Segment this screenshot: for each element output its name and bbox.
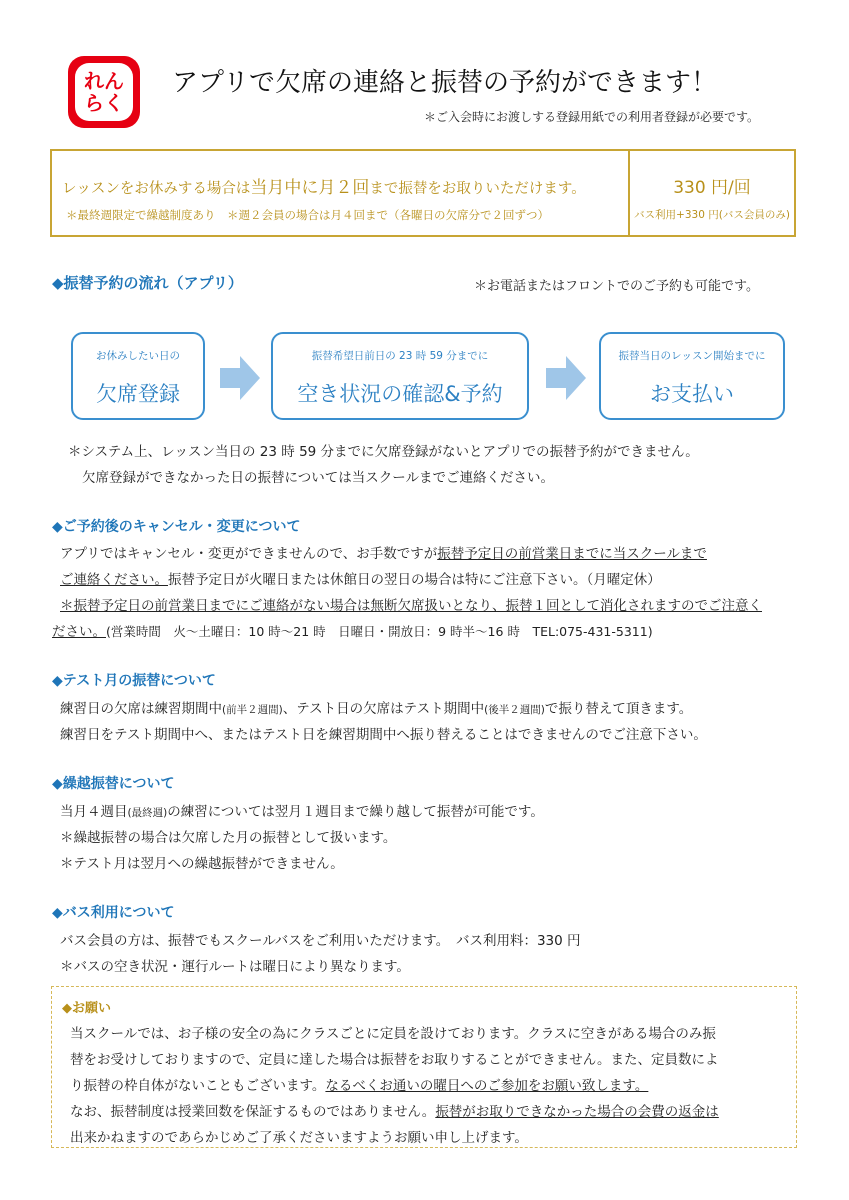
logo-text-1: れん [84,69,124,93]
logo-text-2: らく [84,91,124,115]
fee-rule-panel [52,151,630,235]
request-line-4b: 振替がお取りできなかった場合の会費の返金は [435,1104,719,1120]
flow-step-3-small: 振替当日のレッスン開始までに [618,350,766,362]
flow-step-2-small: 振替希望日前日の 23 時 59 分までに [311,350,489,362]
cancel-line-1a: アプリではキャンセル・変更ができませんので、お手数ですが [60,546,438,562]
app-logo [68,56,140,128]
flow-step-1-small: お休みしたい日の [96,350,180,362]
fee-rule-sub: ＊最終週限定で繰越制度あり ＊週２会員の場合は月４回まで（各曜日の欠席分で２回ずつ） [66,208,549,222]
request-line-5: 出来かねますのであらかじめご了承くださいますようお願い申し上げます。 [70,1130,528,1146]
bus-line-2: ＊バスの空き状況・運行ルートは曜日により異なります。 [60,959,410,975]
cancel-line-2b: 振替予定日が火曜日または休館日の翌日の場合は特にご注意下さい。（月曜定休） [168,572,661,588]
flow-note-1: ＊システム上、レッスン当日の 23 時 59 分までに欠席登録がないとアプリでの振替予約ができません。 [68,444,699,460]
request-line-3b: なるべくお通いの曜日へのご参加をお願い致します。 [325,1078,649,1094]
page-title: アプリで欠席の連絡と振替の予約ができます！ [172,68,717,98]
cancel-line-1b: 振替予定日の前営業日までに当スクールまで [437,546,707,562]
flow-step-1-big: 欠席登録 [96,382,180,406]
fee-rule-a: レッスンをお休みする場合は [62,181,251,197]
test-line-1d: (後半２週間) [484,704,545,716]
cancel-line-3: ＊振替予定日の前営業日までにご連絡がない場合は無断欠席扱いとなり、振替１回として消化されますのでご注意く [60,598,762,614]
arrow-right-icon [546,356,586,400]
carry-line-2: ＊繰越振替の場合は欠席した月の振替として扱います。 [60,830,397,846]
fee-rule-b: 当月中に月２回 [250,178,370,198]
carry-line-1 [60,800,544,820]
registration-note: ＊ご入会時にお渡しする登録用紙での利用者登録が必要です。 [424,110,760,124]
carry-line-1c: の練習については翌月１週目まで繰り越して振替が可能です。 [167,804,544,820]
carry-line-3: ＊テスト月は翌月への繰越振替ができません。 [60,856,344,872]
bus-line-1: バス会員の方は、振替でもスクールバスをご利用いただけます。 バス利用料：330 円 [60,933,581,949]
fee-price-sub: バス利用+330 円(バス会員のみ) [634,209,790,221]
carry-line-1b: (最終週) [127,807,168,819]
carry-heading: ◆繰越振替について [52,776,175,792]
flow-note-2: 欠席登録ができなかった日の振替については当スクールまでご連絡ください。 [82,470,554,486]
flow-heading: ◆振替予約の流れ（アプリ） [52,274,243,292]
flow-step-3-big: お支払い [650,382,734,406]
bus-heading: ◆バス利用について [52,905,175,921]
business-hours: (営業時間 火～土曜日：10 時～21 時 日曜日・開放日：9 時半～16 時 TEL:075-431-5311) [106,624,653,639]
fee-rule-c: まで振替をお取りいただけます。 [369,181,586,197]
test-line-1a: 練習日の欠席は練習期間中 [60,701,222,717]
request-line-1: 当スクールでは、お子様の安全の為にクラスごとに定員を設けております。クラスに空きがある場合のみ振 [70,1026,716,1042]
cancel-heading: ◆ご予約後のキャンセル・変更について [52,519,301,535]
cancel-line-4 [52,620,653,640]
test-line-2: 練習日をテスト期間中へ、またはテスト日を練習期間中へ振り替えることはできませんのでご注意下さい。 [60,727,707,743]
fee-box [50,149,796,237]
test-line-1 [60,697,692,717]
cancel-line-2 [60,568,661,588]
test-line-1c: 、テスト日の欠席はテスト期間中 [282,701,485,717]
cancel-line-2a: ご連絡ください。 [60,572,168,588]
cancel-line-1 [60,542,707,562]
flow-step-reserve [271,332,529,420]
test-heading: ◆テスト月の振替について [52,673,216,689]
fee-rule-main [62,173,586,198]
request-line-2: 替をお受けしておりますので、定員に達した場合は振替をお取りすることができません。また、定員数によ [70,1052,719,1068]
test-line-1e: で振り替えて頂きます。 [544,701,693,717]
fee-price: 330 円/回 [673,178,751,198]
carry-line-1a: 当月４週目 [60,804,128,820]
arrow-right-icon [220,356,260,400]
flow-step-absence [71,332,205,420]
request-line-3 [70,1074,648,1094]
phone-note: ＊お電話またはフロントでのご予約も可能です。 [474,279,759,294]
test-line-1b: (前半２週間) [222,704,283,716]
flow-step-2-big: 空き状況の確認&予約 [297,382,503,406]
request-line-3a: り振替の枠自体がないこともございます。 [70,1078,326,1094]
cancel-line-4a: ださい。 [52,624,106,640]
request-line-4 [70,1100,719,1120]
request-heading: ◆お願い [62,1001,111,1016]
request-line-4a: なお、振替制度は授業回数を保証するものではありません。 [70,1104,436,1120]
flow-step-payment [599,332,785,420]
